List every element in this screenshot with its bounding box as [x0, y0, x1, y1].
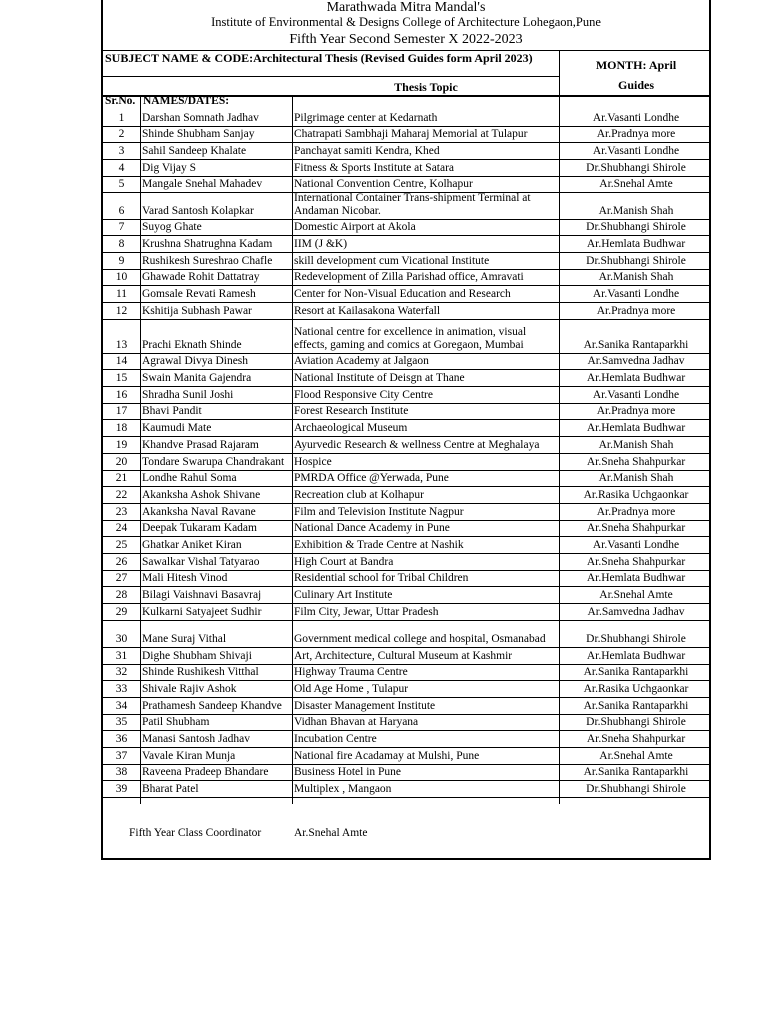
guide-name: Ar.Manish Shah: [598, 472, 674, 485]
thesis-topic: Redevelopment of Zilla Parishad office, Amravati: [294, 271, 524, 284]
guide-name: Ar.Samvedna Jadhav: [587, 355, 685, 368]
table-row: [103, 620, 709, 648]
guide-name: Ar.Snehal Amte: [599, 749, 673, 762]
guide-name: Ar.Sneha Shahpurkar: [586, 555, 686, 568]
guide-name: Dr.Shubhangi Shirole: [586, 221, 686, 234]
coordinator-label: Fifth Year Class Coordinator: [129, 827, 262, 839]
institute-name: Institute of Environmental & Designs College of Architecture Lohegaon,Pune: [211, 15, 601, 29]
row-number: 1: [118, 111, 125, 124]
thesis-topic: Culinary Art Institute: [294, 589, 393, 602]
table-row: [103, 714, 709, 732]
thesis-topic: High Court at Bandra: [294, 555, 394, 568]
student-name: Sahil Sandeep Khalate: [142, 145, 247, 158]
table-row: [103, 420, 709, 438]
guide-name: Ar.Hemlata Budhwar: [586, 237, 686, 250]
guide-name: Ar.Samvedna Jadhav: [587, 605, 685, 618]
thesis-topic: Chatrapati Sambhaji Maharaj Memorial at Tulapur: [294, 128, 528, 141]
row-number: 30: [115, 632, 128, 645]
thesis-topic: Disaster Management Institute: [294, 699, 436, 712]
table-row: [103, 386, 709, 404]
topic-column-header: Thesis Topic: [394, 80, 458, 94]
row-number: 34: [115, 699, 128, 712]
table-row: [103, 285, 709, 303]
thesis-topic: Art, Architecture, Cultural Museum at Kashmir: [294, 649, 513, 662]
table-row: [103, 664, 709, 682]
row-number: 29: [115, 605, 128, 618]
row-number: 27: [115, 572, 128, 585]
thesis-topic: National Institute of Deisgn at Thane: [294, 372, 465, 385]
thesis-topic: Flood Responsive City Centre: [294, 388, 433, 401]
guide-name: Ar.Hemlata Budhwar: [586, 372, 686, 385]
table-row: [103, 603, 709, 621]
student-name: Bharat Patel: [142, 783, 199, 796]
thesis-topic: National Dance Academy in Pune: [294, 522, 450, 535]
table-row: [103, 235, 709, 253]
table-row: [103, 436, 709, 454]
guide-name: Ar.Snehal Amte: [599, 589, 673, 602]
student-name: Dighe Shubham Shivaji: [142, 649, 252, 662]
row-number: 12: [115, 304, 128, 317]
guide-name: Ar.Vasanti Londhe: [592, 145, 680, 158]
student-name: Varad Santosh Kolapkar: [142, 204, 254, 217]
guides-column-header: Guides: [617, 78, 654, 92]
srno-column-header: Sr.No.: [105, 95, 136, 107]
row-number: 39: [115, 783, 128, 796]
student-name: Kulkarni Satyajeet Sudhir: [142, 605, 262, 618]
thesis-topic: Film City, Jewar, Uttar Pradesh: [294, 605, 439, 618]
guide-name: Ar.Hemlata Budhwar: [586, 572, 686, 585]
student-name: Akanksha Naval Ravane: [142, 505, 256, 518]
student-name: Suyog Ghate: [142, 221, 202, 234]
guide-name: Ar.Sanika Rantaparkhi: [583, 338, 689, 351]
guide-name: Dr.Shubhangi Shirole: [586, 254, 686, 267]
guide-name: Ar.Pradnya more: [596, 505, 676, 518]
student-name: Shradha Sunil Joshi: [142, 388, 234, 401]
column-divider: [140, 96, 141, 804]
guide-name: Ar.Vasanti Londhe: [592, 111, 680, 124]
student-name: Gomsale Revati Ramesh: [142, 287, 256, 300]
table-row: [103, 353, 709, 371]
coordinator-name: Ar.Snehal Amte: [294, 827, 368, 839]
student-name: Shinde Shubham Sanjay: [142, 128, 255, 141]
guide-name: Ar.Manish Shah: [598, 204, 674, 217]
student-name: Shivale Rajiv Ashok: [142, 682, 237, 695]
table-row: [103, 647, 709, 665]
subject-line: SUBJECT NAME & CODE:Architectural Thesis (Revised Guides form April 2023): [105, 51, 533, 65]
student-name: Krushna Shatrughna Kadam: [142, 237, 273, 250]
thesis-topic: Ayurvedic Research & wellness Centre at Meghalaya: [294, 438, 540, 451]
row-number: 32: [115, 666, 128, 679]
table-row: [103, 747, 709, 765]
student-name: Prathamesh Sandeep Khandve: [142, 699, 282, 712]
guide-name: Ar.Pradnya more: [596, 405, 676, 418]
row-number: 7: [118, 221, 125, 234]
student-name: Mangale Snehal Mahadev: [142, 178, 263, 191]
row-number: 33: [115, 682, 128, 695]
guide-name: Ar.Sanika Rantaparkhi: [583, 699, 689, 712]
thesis-topic: Pilgrimage center at Kedarnath: [294, 111, 438, 124]
student-name: Ghawade Rohit Dattatray: [142, 271, 260, 284]
table-row: [103, 553, 709, 571]
divider: [103, 76, 559, 77]
row-number: 4: [118, 161, 125, 174]
table-row: [103, 764, 709, 782]
guide-name: Ar.Vasanti Londhe: [592, 388, 680, 401]
table-row: [103, 453, 709, 471]
table-row: [103, 536, 709, 554]
student-name: Swain Manita Gajendra: [142, 372, 252, 385]
row-number: 9: [118, 254, 125, 267]
student-name: Londhe Rahul Soma: [142, 472, 237, 485]
student-name: Vavale Kiran Munja: [142, 749, 236, 762]
table-row: [103, 781, 709, 799]
row-number: 15: [115, 372, 128, 385]
thesis-topic: Multiplex , Mangaon: [294, 783, 392, 796]
row-number: 8: [118, 237, 125, 250]
row-number: 35: [115, 716, 128, 729]
student-name: Kshitija Subhash Pawar: [142, 304, 252, 317]
row-number: 23: [115, 505, 128, 518]
table-row: [103, 680, 709, 698]
guide-name: Ar.Pradnya more: [596, 304, 676, 317]
student-name: Rushikesh Sureshrao Chafle: [142, 254, 273, 267]
row-number: 6: [118, 204, 125, 217]
org-name: Marathwada Mitra Mandal's: [326, 0, 486, 15]
thesis-guide-sheet: [101, 0, 711, 860]
thesis-topic: Resort at Kailasakona Waterfall: [294, 304, 441, 317]
student-name: Manasi Santosh Jadhav: [142, 733, 250, 746]
row-number: 28: [115, 589, 128, 602]
row-number: 10: [115, 271, 128, 284]
student-name: Deepak Tukaram Kadam: [142, 522, 257, 535]
student-name: Akanksha Ashok Shivane: [142, 488, 261, 501]
guide-name: Ar.Sneha Shahpurkar: [586, 455, 686, 468]
guide-name: Dr.Shubhangi Shirole: [586, 716, 686, 729]
guide-name: Ar.Snehal Amte: [599, 178, 673, 191]
row-number: 21: [115, 472, 128, 485]
table-row: [103, 403, 709, 421]
guide-name: Dr.Shubhangi Shirole: [586, 632, 686, 645]
table-row: [103, 142, 709, 160]
thesis-topic: Old Age Home , Tulapur: [294, 682, 409, 695]
guide-name: Ar.Pradnya more: [596, 128, 676, 141]
row-number: 24: [115, 522, 128, 535]
row-number: 11: [115, 287, 128, 300]
student-name: Agrawal Divya Dinesh: [142, 355, 249, 368]
student-name: Mane Suraj Vithal: [142, 632, 227, 645]
thesis-topic: National centre for excellence in animation, visual effects, gaming and comics at Goregaon, Mumbai: [294, 325, 527, 351]
thesis-topic: Government medical college and hospital, Osmanabad: [294, 632, 546, 645]
guide-name: Ar.Hemlata Budhwar: [586, 649, 686, 662]
table-row: [103, 730, 709, 748]
guide-name: Ar.Sanika Rantaparkhi: [583, 766, 689, 779]
row-number: 37: [115, 749, 128, 762]
table-row: [103, 587, 709, 605]
table-row: [103, 470, 709, 488]
table-row: [103, 193, 709, 220]
thesis-topic: Business Hotel in Pune: [294, 766, 402, 779]
student-name: Raveena Pradeep Bhandare: [142, 766, 269, 779]
row-number: 18: [115, 422, 128, 435]
thesis-topic: Hospice: [294, 455, 332, 468]
column-divider: [292, 96, 293, 804]
student-name: Mali Hitesh Vinod: [142, 572, 228, 585]
table-row: [103, 697, 709, 715]
student-name: Khandve Prasad Rajaram: [142, 438, 259, 451]
thesis-topic: IIM (J &K): [294, 237, 348, 250]
guide-name: Ar.Sanika Rantaparkhi: [583, 666, 689, 679]
column-divider: [559, 96, 560, 804]
student-name: Kaumudi Mate: [142, 422, 212, 435]
thesis-topic: Panchayat samiti Kendra, Khed: [294, 145, 440, 158]
names-column-header: NAMES/DATES:: [143, 95, 230, 107]
table-row: [103, 520, 709, 538]
thesis-topic: Vidhan Bhavan at Haryana: [294, 716, 419, 729]
row-number: 20: [115, 455, 128, 468]
thesis-topic: Exhibition & Trade Centre at Nashik: [294, 539, 464, 552]
table-row: [103, 126, 709, 144]
guide-name: Ar.Sneha Shahpurkar: [586, 733, 686, 746]
thesis-topic: Fitness & Sports Institute at Satara: [294, 161, 455, 174]
thesis-topic: skill development cum Vicational Institute: [294, 254, 490, 267]
table-row: [103, 252, 709, 270]
thesis-topic: Film and Television Institute Nagpur: [294, 505, 464, 518]
table-row: [103, 570, 709, 588]
thesis-topic: National Convention Centre, Kolhapur: [294, 178, 473, 191]
row-number: 26: [115, 555, 128, 568]
thesis-topic: Aviation Academy at Jalgaon: [294, 355, 429, 368]
guide-name: Ar.Rasika Uchgaonkar: [583, 682, 689, 695]
table-row: [103, 486, 709, 504]
thesis-topic: Center for Non-Visual Education and Research: [294, 287, 511, 300]
thesis-topic: Archaeological Museum: [294, 422, 408, 435]
student-name: Bhavi Pandit: [142, 405, 202, 418]
row-number: 36: [115, 733, 128, 746]
row-number: 13: [115, 338, 128, 351]
thesis-topic: Forest Research Institute: [294, 405, 409, 418]
row-number: 2: [118, 128, 125, 141]
row-number: 19: [115, 438, 128, 451]
student-name: Bilagi Vaishnavi Basavraj: [142, 589, 262, 602]
thesis-topic: International Container Trans-shipment Terminal at Andaman Nicobar.: [294, 191, 531, 217]
thesis-topic: Highway Trauma Centre: [294, 666, 408, 679]
table-row: [103, 319, 709, 354]
table-row: [103, 369, 709, 387]
guide-name: Ar.Manish Shah: [598, 271, 674, 284]
guide-name: Ar.Vasanti Londhe: [592, 539, 680, 552]
row-number: 17: [115, 405, 128, 418]
student-name: Ghatkar Aniket Kiran: [142, 539, 242, 552]
guide-name: Ar.Hemlata Budhwar: [586, 422, 686, 435]
guide-name: Dr.Shubhangi Shirole: [586, 161, 686, 174]
student-name: Tondare Swarupa Chandrakant: [142, 455, 285, 468]
student-name: Dig Vijay S: [142, 161, 197, 174]
table-row: [103, 302, 709, 320]
month-label: MONTH: April: [595, 58, 677, 72]
row-number: 16: [115, 388, 128, 401]
thesis-topic: Incubation Centre: [294, 733, 377, 746]
student-name: Sawalkar Vishal Tatyarao: [142, 555, 260, 568]
thesis-topic: PMRDA Office @Yerwada, Pune: [294, 472, 449, 485]
table-row: [103, 159, 709, 177]
guide-name: Ar.Rasika Uchgaonkar: [583, 488, 689, 501]
row-number: 31: [115, 649, 128, 662]
thesis-topic: Residential school for Tribal Children: [294, 572, 469, 585]
divider: [559, 50, 560, 96]
row-number: 25: [115, 539, 128, 552]
guide-name: Ar.Vasanti Londhe: [592, 287, 680, 300]
row-number: 5: [118, 178, 125, 191]
thesis-topic: Recreation club at Kolhapur: [294, 488, 424, 501]
row-number: 14: [115, 355, 128, 368]
student-name: Shinde Rushikesh Vitthal: [142, 666, 259, 679]
row-number: 22: [115, 488, 128, 501]
row-number: 38: [115, 766, 128, 779]
student-name: Patil Shubham: [142, 716, 210, 729]
guide-name: Ar.Sneha Shahpurkar: [586, 522, 686, 535]
table-row: [103, 503, 709, 521]
year-line: Fifth Year Second Semester X 2022-2023: [289, 32, 523, 47]
student-name: Prachi Eknath Shinde: [142, 338, 242, 351]
table-row: [103, 219, 709, 237]
guide-name: Dr.Shubhangi Shirole: [586, 783, 686, 796]
table-row: [103, 269, 709, 287]
row-number: 3: [118, 145, 125, 158]
guide-name: Ar.Manish Shah: [598, 438, 674, 451]
thesis-topic: Domestic Airport at Akola: [294, 221, 416, 234]
student-name: Darshan Somnath Jadhav: [142, 111, 259, 124]
table-row: [103, 109, 709, 127]
thesis-topic: National fire Acadamay at Mulshi, Pune: [294, 749, 480, 762]
